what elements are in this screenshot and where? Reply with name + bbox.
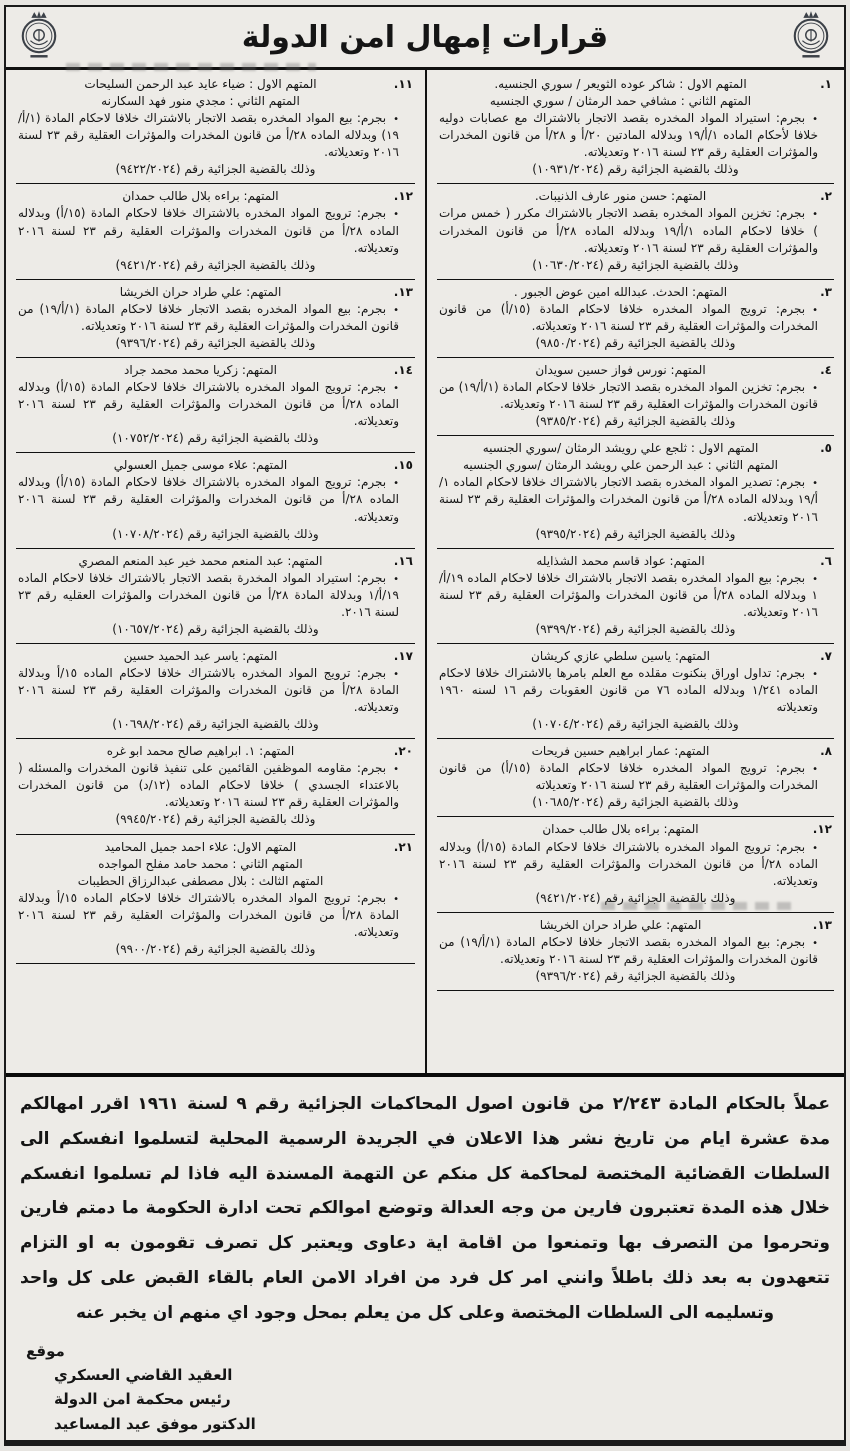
defendant-line: المتهم الثاني : محمد حامد مفلح المواجده xyxy=(98,856,303,871)
defendant-line xyxy=(16,284,415,301)
charge-text: بجرم: ترويج المواد المخدره بالاشتراك خلافا لاحكام الماده ١٥/أ وبدلالة المادة ٢٨/أ من قانون المخدرات والمؤثرات العقلية رقم ٢٣ لسنة ٢٠١٦ وتعديلاته. xyxy=(18,890,400,939)
defendant-name: المتهم الاول: علاء احمد جميل المحاميد xyxy=(104,839,297,854)
case-item-number: ٨. xyxy=(820,744,832,759)
defendant-name: المتهم: الحدث. عبدالله امين عوض الجبور . xyxy=(513,284,728,299)
defendant-line xyxy=(16,648,415,665)
case-reference-line: وذلك بالقضية الجزائية رقم (٩٣٩٩/٢٠٢٤) xyxy=(535,621,736,636)
charge-text: بجرم: تخزين المواد المخدره بقصد الاتجار خلافا لاحكام المادة (١/أ/١٩) من قانون المخدرات والمؤثرات العقلية رقم ٢٣ لسنة ٢٠١٦ وتعديلاته. xyxy=(439,379,818,412)
defendant-name: المتهم الاول : ضياء عايد عبد الرحمن السليحات xyxy=(84,77,317,91)
charge-line xyxy=(437,760,834,794)
case-item-number: ٣. xyxy=(820,284,832,299)
case-item xyxy=(437,817,834,912)
bullet-icon: • xyxy=(812,304,818,316)
case-reference-line: وذلك بالقضية الجزائية رقم (١٠٩٣١/٢٠٢٤) xyxy=(532,162,739,177)
court-seal-icon xyxy=(18,9,60,65)
case-item-number: ٤. xyxy=(820,362,832,377)
bullet-icon: • xyxy=(812,764,818,776)
charge-text: بجرم: ترويج المواد المخدره بالاشتراك خلافا لاحكام الماده ١٥/أ وبدلالة المادة ٢٨/أ من قانون المخدرات والمؤثرات العقلية رقم ٢٣ لسنة ٢٠١٦ وتعديلاته. xyxy=(18,665,400,715)
charge-text: بجرم: تخزين المواد المخدره بقصد الاتجار بالاشتراك مكرر ( خمس مرات ) خلافا لاحكام الماده ١/أ/١٩ وبدلاله الماده ٢٨/أ من قانون المخدرات والمؤثرات العقلية رقم ٢٣ لسنة ٢٠١٦ وتعديلاته. xyxy=(439,206,818,255)
defendant-name: المتهم: عواد قاسم محمد الشذايله xyxy=(536,553,705,568)
case-reference-line: وذلك بالقضية الجزائية رقم (١٠٧٠٤/٢٠٢٤) xyxy=(532,717,739,732)
charge-line xyxy=(16,890,415,941)
case-item-number: ١٣. xyxy=(812,917,832,932)
charge-line xyxy=(16,301,415,335)
case-reference-line: وذلك بالقضية الجزائية رقم (٩٣٩٦/٢٠٢٤) xyxy=(535,969,736,984)
defendant-line xyxy=(437,284,834,301)
case-item-number: ٦. xyxy=(820,553,832,568)
case-reference-line: وذلك بالقضية الجزائية رقم (٩٩٠٠/٢٠٢٤) xyxy=(115,941,316,956)
defendant-name: المتهم: زكريا محمد محمد جراد xyxy=(123,362,278,377)
bullet-icon: • xyxy=(812,573,818,585)
bullet-icon: • xyxy=(812,114,818,126)
bullet-icon: • xyxy=(812,937,819,949)
defendant-name: المتهم: ١. ابراهيم صالح محمد ابو غره xyxy=(106,744,295,759)
defendant-line xyxy=(437,648,834,665)
charge-line xyxy=(437,665,834,716)
case-item-number: ٢١. xyxy=(393,839,413,854)
case-reference-line: وذلك بالقضية الجزائية رقم (٩٤٢١/٢٠٢٤) xyxy=(535,890,736,905)
case-reference-line: وذلك بالقضية الجزائية رقم (٩٣٩٦/٢٠٢٤) xyxy=(115,335,316,350)
defendant-line xyxy=(16,743,415,760)
defendant-line xyxy=(16,76,415,93)
case-reference-line: وذلك بالقضية الجزائية رقم (٩٩٤٥/٢٠٢٤) xyxy=(115,812,316,827)
defendant-name: المتهم: علي طراد حران الخريشا xyxy=(539,917,702,932)
case-reference-line: وذلك بالقضية الجزائية رقم (١٠٦٩٨/٢٠٢٤) xyxy=(112,717,319,732)
charge-text: بجرم: تصدير المواد المخدره بقصد الاتجار بالاشتراك خلافا لاحكام الماده ١/أ/١٩ وبدلاله الماده ٢٨/أ من قانون المخدرات والمؤثرات العقلية رقم ٢٣ لسنة ٢٠١٦ وتعديلاته. xyxy=(439,475,819,524)
bullet-icon: • xyxy=(393,764,399,776)
case-item xyxy=(16,835,415,964)
charge-line xyxy=(437,301,834,335)
defendant-name: المتهم: علي طراد حران الخريشا xyxy=(119,284,282,299)
case-item-number: ٥. xyxy=(820,441,832,456)
case-item-number: ١. xyxy=(820,77,832,91)
defendant-name: المتهم: براءه بلال طالب حمدان xyxy=(122,189,279,204)
charge-text: بجرم: بيع المواد المخدره بقصد الاتجار خلافا لاحكام المادة (١/أ/١٩) من قانون المخدرات والمؤثرات العقلية رقم ٢٣ لسنة ٢٠١٦ وتعديلاته. xyxy=(439,934,818,966)
defendant-line xyxy=(16,457,415,474)
defendant-line xyxy=(16,553,415,570)
defendant-line xyxy=(437,743,834,760)
case-item xyxy=(437,184,834,279)
defendant-line xyxy=(437,821,834,838)
charge-line xyxy=(437,110,834,161)
signature-line: الدكتور موفق عيد المساعيد xyxy=(54,1414,256,1433)
defendant-name: المتهم: براءه بلال طالب حمدان xyxy=(542,822,699,837)
case-item xyxy=(16,72,415,184)
defendant-line: المتهم الثاني : مشافي حمد الرمثان / سوري الجنسيه xyxy=(489,94,752,109)
case-item xyxy=(437,644,834,739)
case-reference-line: وذلك بالقضية الجزائية رقم (١٠٧٥٢/٢٠٢٤) xyxy=(112,431,319,446)
charge-text: بجرم: ترويج المواد المخدره بالاشتراك خلافا لاحكام المادة (١٥/أ) وبدلاله الماده ٢٨/أ من قانون المخدرات والمؤثرات العقلية رقم ٢٣ لسنة ٢٠١٦ وتعديلاته. xyxy=(18,206,400,255)
defendant-name: المتهم: عمار ابراهيم حسين فريحات xyxy=(531,744,710,759)
defendant-name: المتهم: ياسر عبد الحميد حسين xyxy=(123,648,278,663)
charge-text: بجرم: بيع المواد المخدره بقصد الاتجار بالاشتراك خلافا لاحكام الماده ١٩/أ/١ وبدلاله الماده ٢٨/أ من قانون المخدرات والمؤثرات العقلية رقم ٢٣ لسنة ٢٠١٦ وتعديلاته. xyxy=(439,570,818,619)
case-item-number: ١٤. xyxy=(393,362,413,377)
case-reference-line: وذلك بالقضية الجزائية رقم (٩٤٢١/٢٠٢٤) xyxy=(115,257,316,272)
defendant-name: المتهم: علاء موسى جميل العسولي xyxy=(113,458,288,473)
case-item xyxy=(437,72,834,184)
bullet-icon: • xyxy=(812,478,818,490)
case-item xyxy=(16,358,415,453)
case-reference-line: وذلك بالقضية الجزائية رقم (٩٣٨٥/٢٠٢٤) xyxy=(535,414,736,429)
charge-line xyxy=(16,205,415,256)
page-header xyxy=(6,7,844,70)
case-item-number: ١٥. xyxy=(393,458,413,473)
decree-footer xyxy=(6,1073,844,1440)
charge-line xyxy=(16,760,415,811)
case-item xyxy=(16,739,415,834)
charge-line xyxy=(16,110,415,161)
case-item xyxy=(16,453,415,548)
case-item-number: ٢. xyxy=(820,189,832,204)
defendant-line: المتهم الثاني : مجدي منور فهد السكارنه xyxy=(101,94,300,109)
scan-smudge xyxy=(66,63,316,71)
bullet-icon: • xyxy=(393,114,399,126)
charge-line xyxy=(16,379,415,430)
signature-block xyxy=(20,1339,830,1436)
defendant-line xyxy=(16,839,415,856)
defendant-name: المتهم الاول : شاكر عوده الثويعر / سوري الجنسيه. xyxy=(494,77,747,91)
case-item xyxy=(437,436,834,548)
charge-text: بجرم: ترويج المواد المخدره خلافا لاحكام المادة (١٥/أ) من قانون المخدرات والمؤثرات العقلية رقم ٢٣ لسنة ٢٠١٦ وتعديلاته. xyxy=(439,301,818,333)
defendant-line xyxy=(16,362,415,379)
case-reference-line: وذلك بالقضية الجزائية رقم (٩٤٢٢/٢٠٢٤) xyxy=(115,162,316,177)
defendant-name: المتهم الاول : ثلجع علي رويشد الرمثان /سوري الجنسيه xyxy=(482,441,759,456)
defendant-line xyxy=(437,553,834,570)
charge-line xyxy=(437,474,834,525)
defendant-name: المتهم: ياسين سلطي عازي كريشان xyxy=(531,648,710,663)
case-item xyxy=(437,358,834,436)
defendant-name: المتهم: نورس فواز حسين سويدان xyxy=(535,362,706,377)
case-item-number: ١٢. xyxy=(812,822,832,837)
charge-text: بجرم: ترويج المواد المخدره بالاشتراك خلافا لاحكام المادة (١٥/أ) وبدلاله الماده ٢٨/أ من قانون المخدرات والمؤثرات العقلية رقم ٢٣ لسنة ٢٠١٦ وتعديلاته. xyxy=(439,839,819,888)
charge-text: بجرم: استيراد المواد المخدره بقصد الاتجار بالاشتراك مع عصابات دوليه خلافا لأحكام الماده ١/أ/١٩ وبدلاله المادتين ٢٠/أ و ٢٨/أ من قانون المخدرات والمؤثرات العقلية رقم ٢٣ لسنة ٢٠١٦ وتعديلاته. xyxy=(439,111,818,160)
case-item xyxy=(16,644,415,739)
charge-text: بجرم: ترويج المواد المخدره بالاشتراك خلافا لاحكام المادة (١٥/أ) وبدلاله الماده ٢٨/أ من قانون المخدرات والمؤثرات العقلية رقم ٢٣ لسنة ٢٠١٦ وتعديلاته. xyxy=(18,379,400,429)
case-reference-line: وذلك بالقضية الجزائية رقم (١٠٦٥٧/٢٠٢٤) xyxy=(112,621,319,636)
case-item xyxy=(437,739,834,817)
gazette-page xyxy=(4,5,846,1446)
charge-line xyxy=(437,570,834,621)
bullet-icon: • xyxy=(393,668,400,680)
case-item xyxy=(437,549,834,644)
signature-line: العقيد القاضي العسكري xyxy=(54,1366,233,1385)
bullet-icon: • xyxy=(393,573,399,585)
defendant-line xyxy=(16,188,415,205)
charge-line xyxy=(437,839,834,890)
case-item xyxy=(16,280,415,358)
defendant-line: المتهم الثالث : بلال مصطفى عبدالرزاق الحطيبات xyxy=(77,873,324,888)
defendant-name: المتهم: حسن منور عارف الذنيبات. xyxy=(534,189,707,204)
signature-line: رئيس محكمة امن الدولة xyxy=(54,1390,231,1409)
page-title: قرارات إمهال امن الدولة xyxy=(241,19,609,55)
defendant-line xyxy=(437,440,834,457)
defendant-line xyxy=(437,917,834,934)
charge-line xyxy=(437,205,834,256)
charge-text: بجرم: ترويج المواد المخدره بالاشتراك خلافا لاحكام المادة (١٥/أ) وبدلاله الماده ٢٨/أ من قانون المخدرات والمؤثرات العقلية رقم ٢٣ لسنة ٢٠١٦ وتعديلاته. xyxy=(18,475,400,524)
charge-line xyxy=(437,934,834,968)
signature-line: موقع xyxy=(26,1341,65,1360)
case-reference-line: وذلك بالقضية الجزائية رقم (٩٨٥٠/٢٠٢٤) xyxy=(535,335,736,350)
case-item-number: ١٣. xyxy=(393,284,413,299)
bullet-icon: • xyxy=(812,209,818,221)
bullet-icon: • xyxy=(812,842,818,854)
case-item-number: ٢٠. xyxy=(393,744,413,759)
scan-smudge xyxy=(601,902,791,910)
defendant-line xyxy=(437,76,834,93)
bullet-icon: • xyxy=(393,209,399,221)
charge-line xyxy=(16,474,415,525)
case-reference-line: وذلك بالقضية الجزائية رقم (١٠٦٨٥/٢٠٢٤) xyxy=(532,795,739,810)
case-item xyxy=(437,280,834,358)
charge-text: بجرم: بيع المواد المخدره بقصد الاتجار بالاشتراك خلافا لاحكام المادة (١/أ/١٩) وبدلاله الماده ٢٨/أ من قانون المخدرات والمؤثرات العقلية رقم ٢٣ لسنة ٢٠١٦ وتعديلاته. xyxy=(18,111,399,160)
bullet-icon: • xyxy=(393,893,400,905)
case-item-number: ٧. xyxy=(820,648,832,663)
charge-line xyxy=(437,379,834,413)
charge-text: بجرم: مقاومه الموظفين القائمين على تنفيذ قانون المخدرات والمسئله ( بالاعتداء الجسدي ) خلافا لاحكام الماده (١٢/د) من قانون المخدرات والمؤثرات العقلية رقم ٢٣ لسنة ٢٠١٦ وتعديلاته. xyxy=(18,761,399,810)
defendant-line xyxy=(437,362,834,379)
case-item-number: ١٦. xyxy=(393,553,413,568)
bullet-icon: • xyxy=(812,668,818,680)
charge-text: بجرم: تداول اوراق بنكنوت مقلده مع العلم بامرها بالاشتراك خلافا لاحكام الماده ١/٢٤١ وبدلاله الماده ٧٦ من قانون العقوبات رقم ١٦ لسنه ١٩٦٠ وتعديلاته xyxy=(439,665,819,715)
bullet-icon: • xyxy=(393,478,399,490)
defendant-name: المتهم: عبد المنعم محمد خير عبد المنعم المصري xyxy=(78,553,323,568)
case-item xyxy=(16,184,415,279)
defendant-line: المتهم الثاني : عبد الرحمن علي رويشد الرمثان /سوري الجنسيه xyxy=(462,458,779,473)
case-item-number: ١٢. xyxy=(393,189,413,204)
defendant-line xyxy=(437,188,834,205)
bullet-icon: • xyxy=(812,382,818,394)
cases-column-left xyxy=(6,70,425,1073)
charge-line xyxy=(16,570,415,621)
case-item xyxy=(437,913,834,991)
charge-text: بجرم: بيع المواد المخدره بقصد الاتجار خلافا لاحكام المادة (١/أ/١٩) من قانون المخدرات والمؤثرات العقلية رقم ٢٣ لسنة ٢٠١٦ وتعديلاته. xyxy=(18,301,399,333)
bullet-icon: • xyxy=(393,382,399,394)
case-item-number: ١٧. xyxy=(393,648,413,663)
cases-columns xyxy=(6,70,844,1073)
decree-paragraph: عملاً بالحكام المادة ٢/٢٤٣ من قانون اصول المحاكمات الجزائية رقم ٩ لسنة ١٩٦١ اقرر امهالكم مدة عشرة ايام من تاريخ نشر هذا الاعلان في الجريدة الرسمية المحلية لتسلموا انفسكم الى السلطات القضائية المختصة لمحاكمة كل منكم عن التهمة المسندة اليه فاذا لم تسلموا انفسكم خلال هذه المدة تعتبرون فارين من وجه العدالة وتوضع اموالكم تحت ادارة الحكومة ما دمتم فارين وتحرموا من التصرف بها وتمنعوا من اقامة اية دعاوى ويعتبر كل تصرف تقومون به او التزام تتعهدون به بعد ذلك باطلاً وانني امر كل فرد من افراد الامن العام بالقاء القبض على كل واحد وتسليمه الى السلطات المختصة وعلى كل من يعلم بمحل وجود اي منهم ان يخبر عنه xyxy=(20,1093,830,1323)
case-reference-line: وذلك بالقضية الجزائية رقم (١٠٦٣٠/٢٠٢٤) xyxy=(532,257,739,272)
case-reference-line: وذلك بالقضية الجزائية رقم (١٠٧٠٨/٢٠٢٤) xyxy=(112,526,319,541)
charge-text: بجرم: استيراد المواد المخدرة بقصد الاتجار بالاشتراك خلافا لاحكام الماده ١٩/أ/١ وبدلالة المادة ٢٨/أ من قانون المخدرات والمؤثرات العقليه رقم ٢٣ لسنة ٢٠١٦. xyxy=(18,570,399,619)
case-item xyxy=(16,549,415,644)
charge-line xyxy=(16,665,415,716)
court-seal-icon xyxy=(790,9,832,65)
charge-text: بجرم: ترويج المواد المخدره خلافا لاحكام المادة (١٥/أ) من قانون المخدرات والمؤثرات العقلية رقم ٢٣ لسنة ٢٠١٦ وتعديلاته xyxy=(439,761,818,793)
cases-column-right xyxy=(425,70,844,1073)
case-item-number: ١١. xyxy=(393,77,413,91)
case-reference-line: وذلك بالقضية الجزائية رقم (٩٣٩٥/٢٠٢٤) xyxy=(535,526,736,541)
bullet-icon: • xyxy=(393,304,400,316)
